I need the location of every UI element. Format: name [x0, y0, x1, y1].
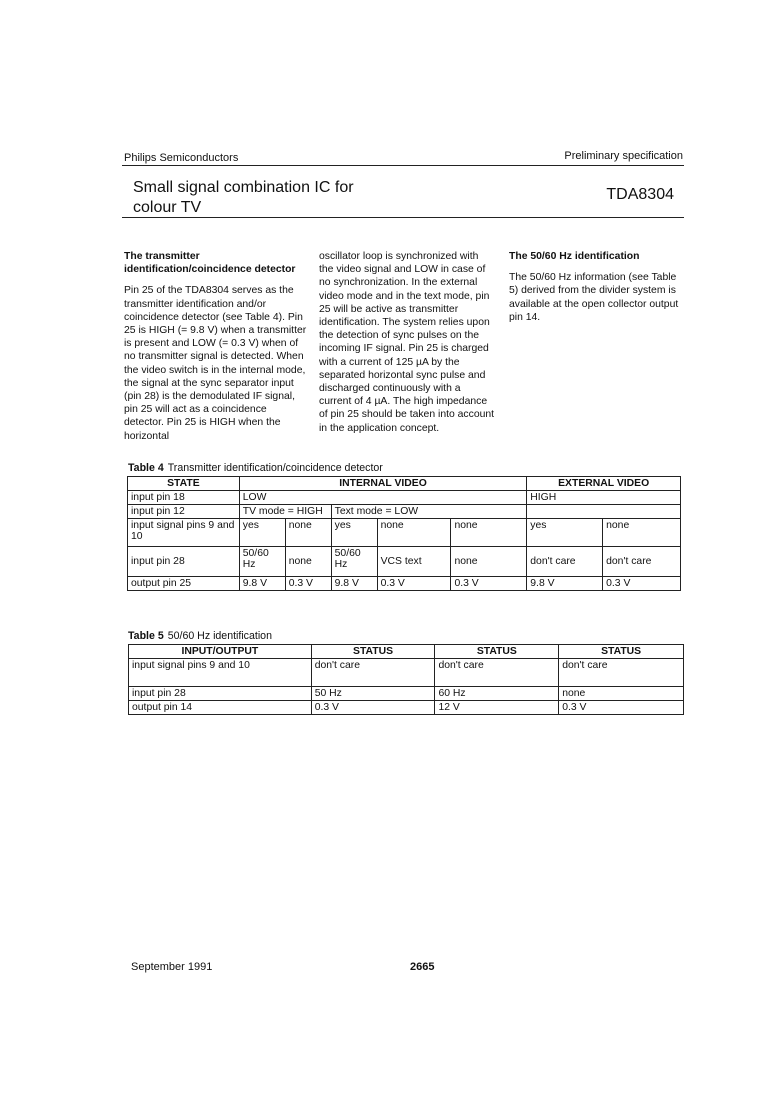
document-title: [133, 178, 433, 218]
table-row: [128, 547, 681, 577]
table4-caption: [128, 462, 383, 474]
table-cell: 0.3 V: [451, 577, 527, 591]
table4: [127, 476, 681, 591]
table-cell: 0.3 V: [311, 701, 435, 715]
table-cell: 12 V: [435, 701, 559, 715]
table-row: [128, 491, 681, 505]
heading-line-1: The transmitter: [124, 251, 200, 262]
table-cell: [527, 505, 681, 519]
table-cell: yes: [239, 519, 285, 547]
table5-header-io: INPUT/OUTPUT: [129, 645, 312, 659]
table-cell: 0.3 V: [377, 577, 451, 591]
table-row: [129, 687, 684, 701]
part-number: TDA8304: [606, 186, 674, 203]
table-cell: 50/60 Hz: [331, 547, 377, 577]
table-cell: input signal pins 9 and 10: [128, 519, 240, 547]
table-cell: VCS text: [377, 547, 451, 577]
table-cell: 0.3 V: [603, 577, 681, 591]
text-column-2: [319, 250, 495, 435]
title-line-2: colour TV: [133, 199, 202, 216]
table-cell: 9.8 V: [331, 577, 377, 591]
table-cell: 9.8 V: [527, 577, 603, 591]
company-name: Philips Semiconductors: [124, 152, 239, 164]
table-cell: don't care: [311, 659, 435, 687]
title-rule: [122, 217, 684, 218]
table-cell: none: [451, 519, 527, 547]
table-cell: HIGH: [527, 491, 681, 505]
text-column-1: [124, 250, 308, 443]
table5-header-status: STATUS: [435, 645, 559, 659]
paragraph-50-60: The 50/60 Hz information (see Table 5) derived from the divider system is available at the open collector output pin 14.: [509, 272, 679, 323]
table5-title: 50/60 Hz identification: [167, 630, 272, 642]
table5-label: Table 5: [128, 630, 164, 642]
table-cell: none: [559, 687, 684, 701]
table-cell: none: [285, 519, 331, 547]
table4-header-external: EXTERNAL VIDEO: [527, 477, 681, 491]
table-cell: input pin 28: [128, 547, 240, 577]
table-row: [128, 577, 681, 591]
paragraph-transmitter-2: oscillator loop is synchronized with the video signal and LOW in case of no synchronization. In the external video mode and in the text mode, pin 25 will be active as transmitter identification. The system relies upon the detection of sync pulses on the incoming IF signal. Pin 25 is charged with a current of 125 µA by the separated horizontal sync pulse and discharged continuously with a current of 4 µA. The high impedance of pin 25 should be taken into account in the application concept.: [319, 251, 495, 434]
table4-header-row: [128, 477, 681, 491]
table-cell: yes: [331, 519, 377, 547]
table-cell: Text mode = LOW: [331, 505, 527, 519]
table-cell: input pin 12: [128, 505, 240, 519]
table-cell: yes: [527, 519, 603, 547]
table-cell: don't care: [435, 659, 559, 687]
table4-header-state: STATE: [128, 477, 240, 491]
table-row: [129, 701, 684, 715]
table-row: [129, 659, 684, 687]
table-cell: output pin 14: [129, 701, 312, 715]
table-cell: input pin 28: [129, 687, 312, 701]
table-cell: none: [451, 547, 527, 577]
section-heading-50-60: The 50/60 Hz identification: [509, 251, 640, 262]
table4-label: Table 4: [128, 462, 164, 474]
table-cell: 50/60 Hz: [239, 547, 285, 577]
title-line-1: Small signal combination IC for: [133, 179, 354, 196]
text-column-3: [509, 250, 685, 324]
table-cell: none: [603, 519, 681, 547]
table-cell: don't care: [603, 547, 681, 577]
table4-header-internal: INTERNAL VIDEO: [239, 477, 527, 491]
table-cell: input signal pins 9 and 10: [129, 659, 312, 687]
header-rule: [122, 165, 684, 166]
section-heading-transmitter: [124, 250, 308, 276]
table-cell: output pin 25: [128, 577, 240, 591]
table-row: [128, 505, 681, 519]
table-cell: 9.8 V: [239, 577, 285, 591]
table-cell: 50 Hz: [311, 687, 435, 701]
table5-header-status: STATUS: [559, 645, 684, 659]
page-number: 2665: [410, 961, 435, 973]
footer-date: September 1991: [131, 961, 213, 973]
table4-title: Transmitter identification/coincidence detector: [167, 462, 383, 474]
table-cell: LOW: [239, 491, 527, 505]
table-cell: 60 Hz: [435, 687, 559, 701]
paragraph-transmitter-1: Pin 25 of the TDA8304 serves as the transmitter identification and/or coincidence detector (see Table 4). Pin 25 is HIGH (= 9.8 V) when a transmitter is present and LOW (= 0.3 V) when of no transmitter signal is detected. When the video switch is in the internal mode, the signal at the sync separator input (pin 28) is the demodulated IF signal, pin 25 will act as a coincidence detector. Pin 25 is HIGH when the horizontal: [124, 285, 307, 442]
table-cell: 0.3 V: [559, 701, 684, 715]
table-cell: don't care: [559, 659, 684, 687]
table-cell: input pin 18: [128, 491, 240, 505]
heading-line-2: identification/coincidence detector: [124, 264, 296, 276]
table5-header-status: STATUS: [311, 645, 435, 659]
table5-caption: [128, 630, 272, 642]
table-cell: 0.3 V: [285, 577, 331, 591]
table-row: [128, 519, 681, 547]
table-cell: none: [285, 547, 331, 577]
table-cell: none: [377, 519, 451, 547]
table-cell: don't care: [527, 547, 603, 577]
table-cell: TV mode = HIGH: [239, 505, 331, 519]
table5: [128, 644, 684, 715]
document-status: Preliminary specification: [564, 150, 683, 162]
table5-header-row: [129, 645, 684, 659]
